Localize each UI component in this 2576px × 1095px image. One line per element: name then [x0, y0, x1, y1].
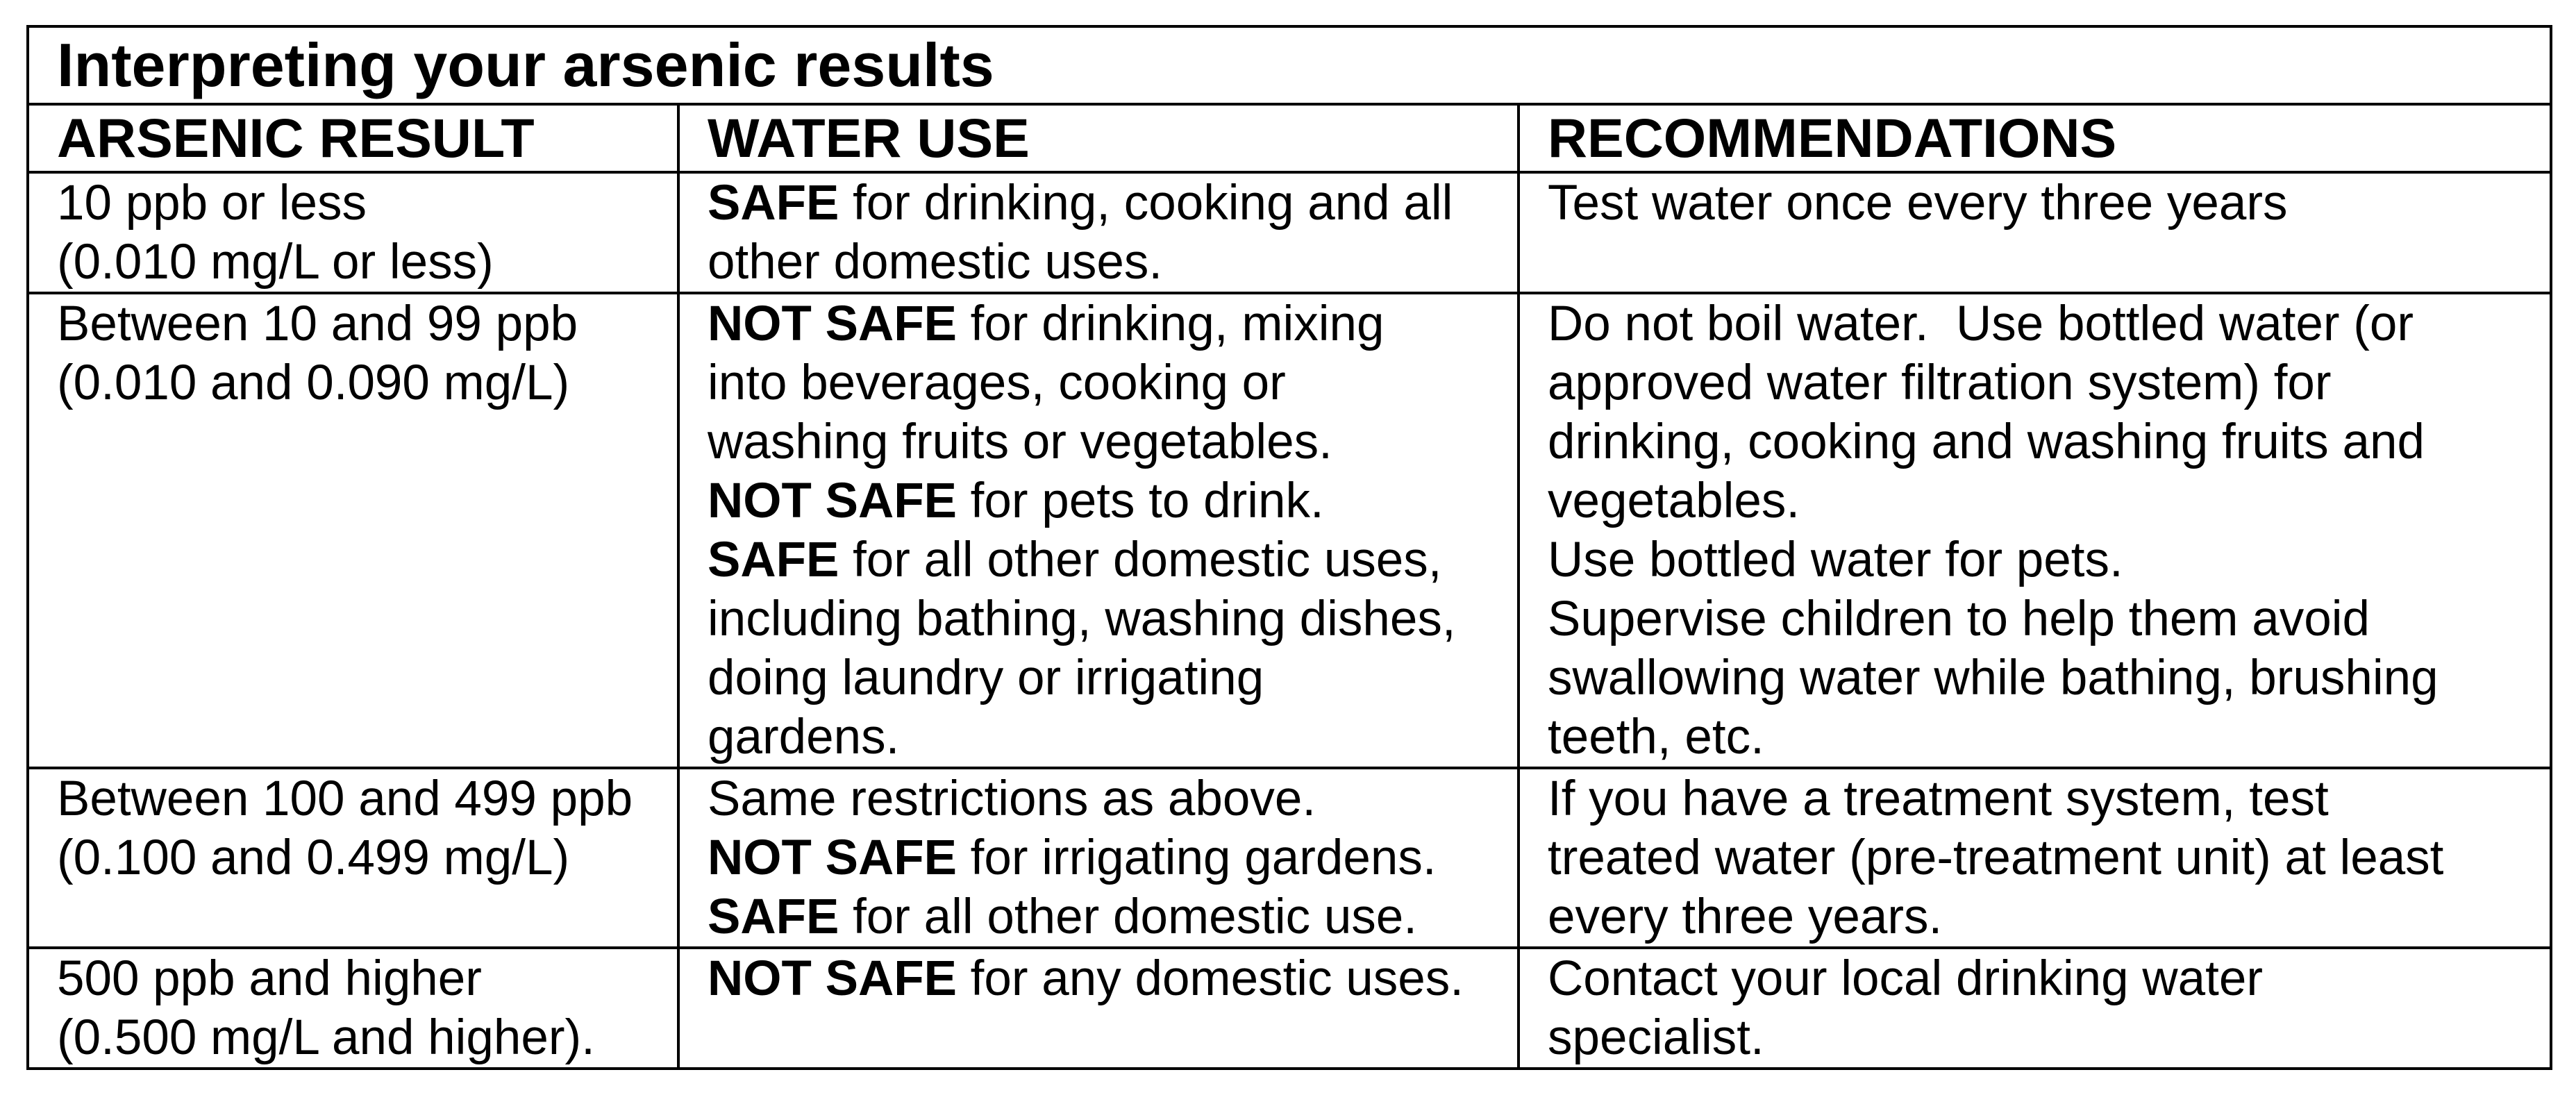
recommendations-cell	[1519, 172, 2551, 293]
table-header-row	[28, 104, 2551, 172]
water-use-cell	[678, 948, 1519, 1069]
water-use-text: for any domestic uses.	[956, 951, 1464, 1006]
column-header-arsenic-result: ARSENIC RESULT	[28, 104, 678, 172]
recommendation-line: Test water once every three years	[1548, 176, 2288, 231]
water-use-text: for all other domestic uses,	[839, 533, 1442, 587]
water-use-text: doing laundry or irrigating	[708, 651, 1264, 705]
water-use-emphasis: NOT SAFE	[708, 830, 957, 885]
recommendation-line: treated water (pre-treatment unit) at least	[1548, 830, 2444, 885]
recommendation-line: Do not boil water. Use bottled water (or	[1548, 296, 2414, 351]
recommendation-line: drinking, cooking and washing fruits and	[1548, 415, 2425, 469]
recommendation-line: If you have a treatment system, test	[1548, 771, 2329, 826]
water-use-line	[708, 590, 1517, 649]
table-row	[28, 172, 2551, 293]
water-use-emphasis: SAFE	[708, 889, 839, 944]
arsenic-result-cell	[28, 172, 678, 293]
water-use-line	[708, 471, 1517, 530]
recommendations-cell	[1519, 948, 2551, 1069]
table-row	[28, 948, 2551, 1069]
water-use-text: for irrigating gardens.	[956, 830, 1437, 885]
water-use-line	[708, 294, 1517, 353]
column-header-water-use: WATER USE	[678, 104, 1519, 172]
water-use-text: including bathing, washing dishes,	[708, 592, 1456, 646]
water-use-cell	[678, 172, 1519, 293]
recommendation-line: specialist.	[1548, 1010, 1764, 1065]
water-use-text: for pets to drink.	[956, 474, 1324, 528]
result-line: 500 ppb and higher	[57, 951, 482, 1006]
recommendation-line: vegetables.	[1548, 474, 1800, 528]
water-use-emphasis: NOT SAFE	[708, 951, 957, 1006]
water-use-text: other domestic uses.	[708, 235, 1163, 290]
water-use-text: Same restrictions as above.	[708, 771, 1316, 826]
water-use-line	[708, 769, 1517, 828]
water-use-emphasis: SAFE	[708, 176, 839, 231]
water-use-line	[708, 649, 1517, 708]
arsenic-results-table	[26, 25, 2552, 1070]
column-header-recommendations: RECOMMENDATIONS	[1519, 104, 2551, 172]
recommendation-line: approved water filtration system) for	[1548, 356, 2332, 410]
table-title: Interpreting your arsenic results	[28, 26, 2551, 104]
water-use-emphasis: NOT SAFE	[708, 296, 957, 351]
water-use-text: washing fruits or vegetables.	[708, 415, 1332, 469]
water-use-text: for drinking, cooking and all	[839, 176, 1453, 231]
arsenic-result-cell	[28, 293, 678, 768]
result-line: Between 10 and 99 ppb	[57, 296, 578, 351]
water-use-line	[708, 828, 1517, 887]
recommendation-line: Supervise children to help them avoid	[1548, 592, 2370, 646]
result-line: (0.010 mg/L or less)	[57, 235, 494, 290]
recommendation-line: every three years.	[1548, 889, 1943, 944]
recommendation-line: Contact your local drinking water	[1548, 951, 2263, 1006]
recommendation-line: teeth, etc.	[1548, 710, 1764, 764]
water-use-cell	[678, 768, 1519, 948]
result-line: Between 100 and 499 ppb	[57, 771, 633, 826]
water-use-line	[708, 887, 1517, 946]
water-use-line	[708, 233, 1517, 292]
table-row	[28, 293, 2551, 768]
arsenic-result-cell	[28, 768, 678, 948]
recommendation-line: swallowing water while bathing, brushing	[1548, 651, 2439, 705]
result-line: (0.500 mg/L and higher).	[57, 1010, 595, 1065]
water-use-line	[708, 530, 1517, 590]
water-use-line	[708, 949, 1517, 1008]
water-use-line	[708, 708, 1517, 767]
water-use-text: into beverages, cooking or	[708, 356, 1286, 410]
water-use-text: for drinking, mixing	[956, 296, 1385, 351]
water-use-text: gardens.	[708, 710, 900, 764]
table-title-row	[28, 26, 2551, 104]
water-use-cell	[678, 293, 1519, 768]
recommendations-cell	[1519, 293, 2551, 768]
water-use-line	[708, 353, 1517, 412]
water-use-line	[708, 174, 1517, 233]
table-row	[28, 768, 2551, 948]
result-line: 10 ppb or less	[57, 176, 367, 231]
recommendation-line: Use bottled water for pets.	[1548, 533, 2123, 587]
result-line: (0.010 and 0.090 mg/L)	[57, 356, 570, 410]
water-use-line	[708, 412, 1517, 471]
arsenic-result-cell	[28, 948, 678, 1069]
water-use-text: for all other domestic use.	[839, 889, 1418, 944]
water-use-emphasis: SAFE	[708, 533, 839, 587]
water-use-emphasis: NOT SAFE	[708, 474, 957, 528]
result-line: (0.100 and 0.499 mg/L)	[57, 830, 570, 885]
recommendations-cell	[1519, 768, 2551, 948]
